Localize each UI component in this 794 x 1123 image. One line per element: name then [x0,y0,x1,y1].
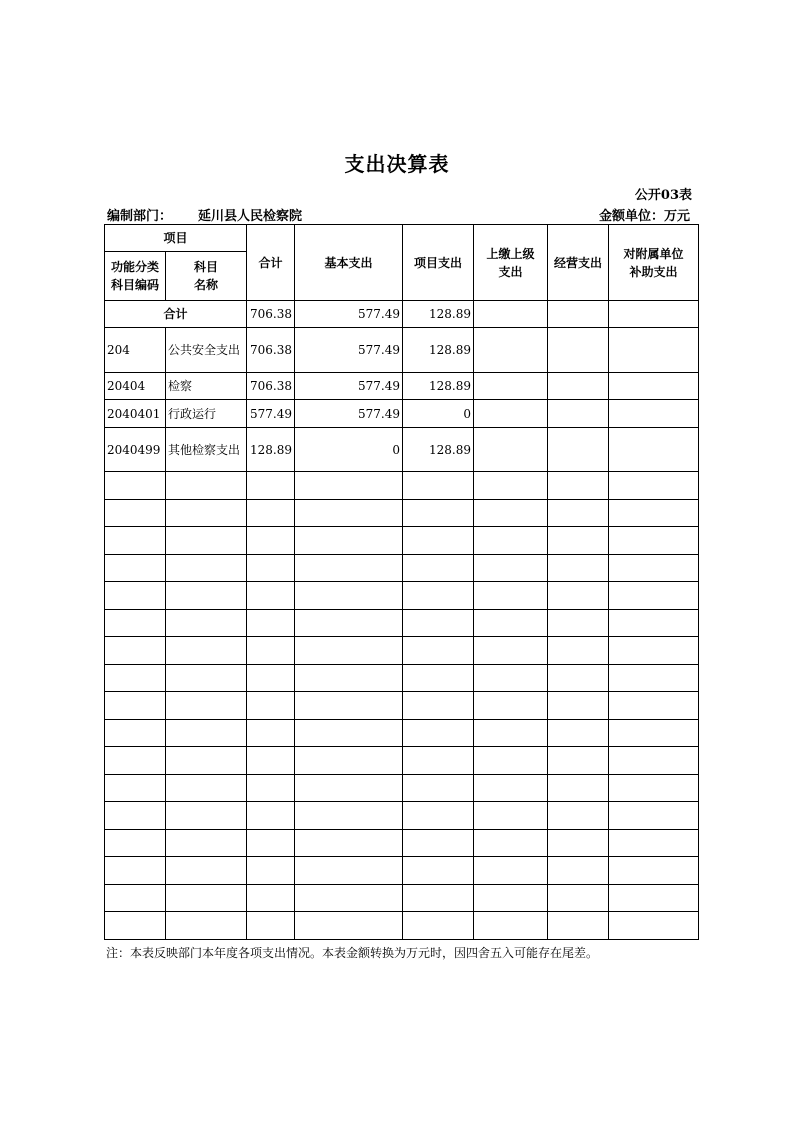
empty-cell [295,472,403,500]
empty-cell [295,802,403,830]
empty-row [105,912,699,940]
empty-cell [166,719,247,747]
empty-cell [105,472,166,500]
empty-cell [166,802,247,830]
empty-cell [166,664,247,692]
empty-cell [548,609,609,637]
row-business [548,373,609,400]
empty-cell [247,554,295,582]
empty-cell [295,912,403,940]
row-upper [474,373,548,400]
empty-cell [247,829,295,857]
empty-cell [609,857,699,885]
row-project: 0 [403,400,474,428]
empty-cell [247,472,295,500]
empty-cell [166,472,247,500]
empty-cell [247,774,295,802]
empty-cell [474,884,548,912]
empty-cell [247,609,295,637]
empty-row [105,499,699,527]
row-name: 行政运行 [166,400,247,428]
row-business [548,328,609,373]
empty-cell [609,499,699,527]
page-title: 支出决算表 [344,152,450,176]
empty-cell [609,692,699,720]
empty-cell [403,719,474,747]
empty-cell [403,802,474,830]
empty-cell [609,747,699,775]
empty-cell [609,719,699,747]
empty-cell [105,499,166,527]
header-basic: 基本支出 [295,225,403,301]
empty-cell [166,692,247,720]
empty-cell [548,912,609,940]
total-business [548,301,609,328]
empty-cell [548,857,609,885]
empty-cell [403,499,474,527]
empty-cell [295,884,403,912]
total-basic: 577.49 [295,301,403,328]
empty-cell [247,527,295,555]
empty-row [105,609,699,637]
row-total: 706.38 [247,373,295,400]
form-number: 公开03表 [634,188,692,203]
empty-cell [609,472,699,500]
empty-cell [474,774,548,802]
header-func-code-line2: 科目编码 [110,278,159,292]
expenditure-table [104,224,699,940]
row-total: 577.49 [247,400,295,428]
empty-cell [295,664,403,692]
header-func-code [105,252,166,301]
empty-cell [295,829,403,857]
empty-cell [247,802,295,830]
empty-row [105,747,699,775]
empty-cell [474,802,548,830]
row-basic: 577.49 [295,400,403,428]
row-code: 2040401 [105,400,166,428]
empty-cell [105,829,166,857]
empty-cell [474,582,548,610]
empty-row [105,802,699,830]
header-subsidy [609,225,699,301]
empty-cell [474,692,548,720]
empty-cell [548,884,609,912]
empty-cell [609,609,699,637]
empty-cell [166,609,247,637]
department-name: 延川县人民检察院 [198,209,303,224]
empty-row [105,829,699,857]
empty-cell [403,692,474,720]
empty-cell [247,637,295,665]
header-business: 经营支出 [548,225,609,301]
row-name: 检察 [166,373,247,400]
empty-cell [403,609,474,637]
row-subsidy [609,373,699,400]
empty-cell [295,747,403,775]
empty-cell [166,499,247,527]
empty-row [105,857,699,885]
empty-row [105,472,699,500]
empty-cell [247,582,295,610]
empty-cell [295,692,403,720]
header-subject-name [166,252,247,301]
empty-cell [609,829,699,857]
empty-cell [403,774,474,802]
row-upper [474,328,548,373]
empty-cell [295,609,403,637]
total-project: 128.89 [403,301,474,328]
empty-cell [105,747,166,775]
empty-cell [247,884,295,912]
empty-cell [403,912,474,940]
empty-cell [295,527,403,555]
empty-cell [548,637,609,665]
empty-cell [609,664,699,692]
row-business [548,428,609,472]
amount-unit: 金额单位：万元 [598,209,690,224]
empty-cell [403,829,474,857]
empty-cell [474,829,548,857]
empty-cell [166,582,247,610]
empty-cell [105,719,166,747]
empty-row [105,664,699,692]
header-total: 合计 [247,225,295,301]
header-subsidy-line1: 对附属单位 [623,246,684,261]
row-business [548,400,609,428]
total-upper [474,301,548,328]
empty-row [105,554,699,582]
header-subsidy-line2: 补助支出 [629,264,678,279]
row-code: 2040499 [105,428,166,472]
empty-cell [105,554,166,582]
empty-cell [474,747,548,775]
empty-cell [474,857,548,885]
empty-cell [548,472,609,500]
empty-cell [548,829,609,857]
empty-cell [548,527,609,555]
total-total: 706.38 [247,301,295,328]
header-subject-name-line2: 名称 [194,278,219,292]
empty-cell [609,554,699,582]
row-project: 128.89 [403,428,474,472]
empty-cell [474,719,548,747]
empty-cell [403,527,474,555]
empty-cell [474,554,548,582]
empty-cell [247,664,295,692]
empty-cell [247,747,295,775]
empty-cell [474,527,548,555]
empty-cell [548,554,609,582]
row-subsidy [609,428,699,472]
row-upper [474,400,548,428]
empty-cell [295,719,403,747]
empty-cell [548,747,609,775]
empty-cell [295,499,403,527]
empty-cell [403,637,474,665]
empty-cell [105,582,166,610]
total-row [105,301,699,328]
empty-cell [105,912,166,940]
empty-cell [105,774,166,802]
empty-cell [247,499,295,527]
empty-cell [609,802,699,830]
row-subsidy [609,400,699,428]
empty-rows [105,472,699,940]
table-note: 注：本表反映部门本年度各项支出情况。本表金额转换为万元时，因四舍五入可能存在尾差。 [106,946,599,960]
empty-cell [166,829,247,857]
empty-cell [166,747,247,775]
empty-cell [295,554,403,582]
empty-row [105,774,699,802]
department-label: 编制部门： [107,209,173,224]
empty-cell [295,857,403,885]
empty-cell [403,857,474,885]
department-line [107,205,302,224]
empty-cell [105,637,166,665]
row-total: 128.89 [247,428,295,472]
empty-cell [166,912,247,940]
empty-cell [474,609,548,637]
row-basic: 577.49 [295,328,403,373]
row-upper [474,428,548,472]
empty-cell [548,582,609,610]
empty-cell [403,884,474,912]
empty-cell [548,692,609,720]
empty-cell [166,527,247,555]
row-basic: 577.49 [295,373,403,400]
empty-cell [403,747,474,775]
empty-cell [247,692,295,720]
empty-cell [247,857,295,885]
row-project: 128.89 [403,373,474,400]
empty-cell [295,582,403,610]
empty-cell [166,637,247,665]
empty-cell [166,774,247,802]
row-code: 20404 [105,373,166,400]
row-project: 128.89 [403,328,474,373]
header-item: 项目 [105,225,247,252]
empty-row [105,527,699,555]
empty-cell [403,554,474,582]
header-subject-name-line1: 科目 [194,260,219,274]
empty-cell [609,884,699,912]
empty-cell [105,664,166,692]
header-upper [474,225,548,301]
total-label: 合计 [105,301,247,328]
empty-row [105,692,699,720]
empty-cell [609,527,699,555]
row-name: 公共安全支出 [166,328,247,373]
empty-row [105,884,699,912]
empty-cell [609,582,699,610]
empty-row [105,637,699,665]
row-subsidy [609,328,699,373]
table-row [105,373,699,400]
empty-cell [474,499,548,527]
empty-cell [548,499,609,527]
empty-cell [295,637,403,665]
empty-cell [166,554,247,582]
empty-cell [105,857,166,885]
empty-cell [609,912,699,940]
empty-cell [105,802,166,830]
empty-cell [295,774,403,802]
empty-cell [548,802,609,830]
empty-cell [474,664,548,692]
empty-row [105,582,699,610]
row-name: 其他检察支出 [166,428,247,472]
table-row [105,428,699,472]
empty-cell [105,692,166,720]
table-row [105,328,699,373]
empty-cell [474,637,548,665]
row-basic: 0 [295,428,403,472]
header-func-code-line1: 功能分类 [110,260,159,274]
empty-cell [474,912,548,940]
empty-cell [548,774,609,802]
empty-row [105,719,699,747]
empty-cell [474,472,548,500]
empty-cell [403,664,474,692]
empty-cell [105,884,166,912]
empty-cell [403,582,474,610]
row-total: 706.38 [247,328,295,373]
row-code: 204 [105,328,166,373]
empty-cell [105,609,166,637]
header-upper-line1: 上缴上级 [486,246,535,261]
empty-cell [609,774,699,802]
empty-cell [247,912,295,940]
empty-cell [166,884,247,912]
header-upper-line2: 支出 [498,264,523,279]
empty-cell [548,664,609,692]
empty-cell [548,719,609,747]
empty-cell [609,637,699,665]
header-project: 项目支出 [403,225,474,301]
empty-cell [403,472,474,500]
empty-cell [247,719,295,747]
empty-cell [105,527,166,555]
table-row [105,400,699,428]
empty-cell [166,857,247,885]
total-subsidy [609,301,699,328]
